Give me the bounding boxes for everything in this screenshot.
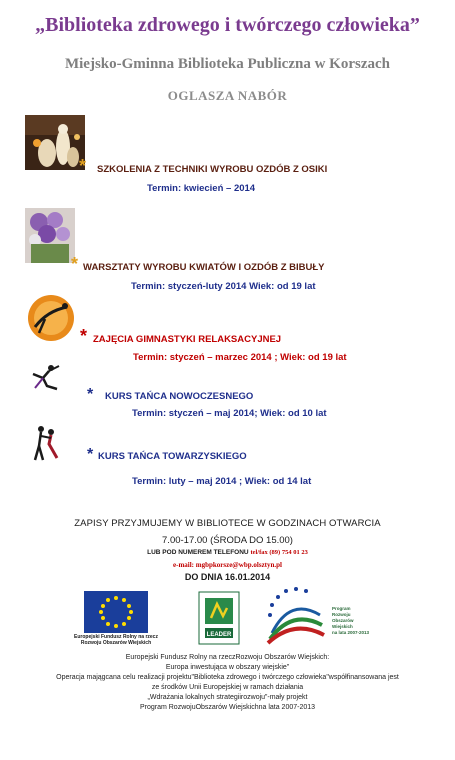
tissue-flowers-photo bbox=[25, 208, 75, 263]
event-term: Termin: luty – maj 2014 ; Wiek: od 14 lat bbox=[132, 476, 312, 487]
event-title: WARSZTATY WYROBU KWIATÓW I OZDÓB Z BIBUŁY bbox=[83, 262, 325, 273]
prow-caption bbox=[332, 606, 369, 636]
footer-line: Europa inwestująca w obszary wiejskie” bbox=[165, 664, 290, 671]
footer-line: „Wdrażania lokalnych strategiirozwoju”-mały projekt bbox=[147, 694, 308, 701]
footer-line: Program RozwojuObszarów Wiejskichna lata 2007-2013 bbox=[139, 704, 316, 711]
library-name: Miejsko-Gminna Biblioteka Publiczna w Korszach bbox=[64, 56, 390, 72]
event-term: Termin: styczeń – maj 2014; Wiek: od 10 lat bbox=[132, 408, 327, 419]
event-title: ZAJĘCIA GIMNASTYKI RELAKSACYJNEJ bbox=[93, 334, 282, 345]
phone-line bbox=[0, 549, 455, 556]
phone-number: tel/fax (89) 754 01 23 bbox=[250, 549, 308, 556]
bullet-star: * bbox=[80, 326, 88, 346]
event-term: Termin: kwiecień – 2014 bbox=[147, 183, 256, 194]
leader-logo bbox=[195, 590, 243, 646]
event-term: Termin: styczeń – marzec 2014 ; Wiek: od 19 lat bbox=[133, 352, 347, 363]
event-title: SZKOLENIA Z TECHNIKI WYROBU OZDÓB Z OSIKI bbox=[97, 164, 328, 175]
prow-logo bbox=[264, 585, 334, 645]
footer-line: Operacja majągcana celu realizacji projektu"Biblioteka zdrowego i twórczego człowieka"współfinansowana jest bbox=[56, 674, 399, 681]
email-address: e-mail: mgbpkorsze@wbp.olsztyn.pl bbox=[173, 561, 282, 569]
eu-caption bbox=[60, 634, 172, 646]
announcement-heading: OGLASZA NABÓR bbox=[167, 88, 288, 103]
prow-caption-line: na lata 2007-2013 bbox=[332, 630, 370, 635]
bullet-star: * bbox=[87, 386, 94, 403]
phone-label: LUB POD NUMEREM TELEFONU bbox=[147, 549, 249, 556]
deadline: DO DNIA 16.01.2014 bbox=[184, 572, 271, 582]
registration-info: ZAPISY PRZYJMUJEMY W BIBLIOTECE W GODZINACH OTWARCIA bbox=[74, 518, 381, 529]
event-term: Termin: styczeń-luty 2014 Wiek: od 19 lat bbox=[131, 281, 316, 292]
opening-hours: 7.00-17.00 (ŚRODA DO 15.00) bbox=[162, 535, 293, 546]
prow-caption-line: Rozwoju bbox=[332, 612, 351, 617]
eu-caption-line: Rozwoju Obszarów Wiejskich bbox=[80, 640, 152, 646]
modern-dance-icon bbox=[27, 362, 62, 392]
osika-ornament-photo bbox=[25, 115, 85, 170]
eu-flag-logo bbox=[84, 591, 148, 633]
bullet-star: * bbox=[79, 156, 87, 176]
event-title: KURS TAŃCA TOWARZYSKIEGO bbox=[98, 451, 247, 462]
eu-caption-line: Europejski Fundusz Rolny na rzecz bbox=[74, 634, 158, 640]
event-title: KURS TAŃCA NOWOCZESNEGO bbox=[105, 391, 254, 402]
leader-text: LEADER bbox=[206, 632, 232, 638]
prow-caption-line: Program bbox=[332, 606, 351, 611]
bullet-star: * bbox=[71, 254, 79, 274]
prow-caption-line: Obszarów bbox=[332, 618, 354, 623]
bullet-star: * bbox=[87, 446, 94, 463]
footer-line: Europejski Fundusz Rolny na rzeczRozwoju Obszarów Wiejskich: bbox=[125, 654, 330, 661]
poster-title: „Biblioteka zdrowego i twórczego człowieka” bbox=[35, 14, 420, 36]
footer-line: ze środków Unii Europejskiej w ramach działania bbox=[151, 684, 304, 691]
footer-text bbox=[0, 653, 455, 713]
prow-caption-line: Wiejskich bbox=[332, 624, 353, 629]
ballroom-dance-icon bbox=[27, 424, 62, 464]
gymnastics-photo bbox=[25, 293, 77, 343]
